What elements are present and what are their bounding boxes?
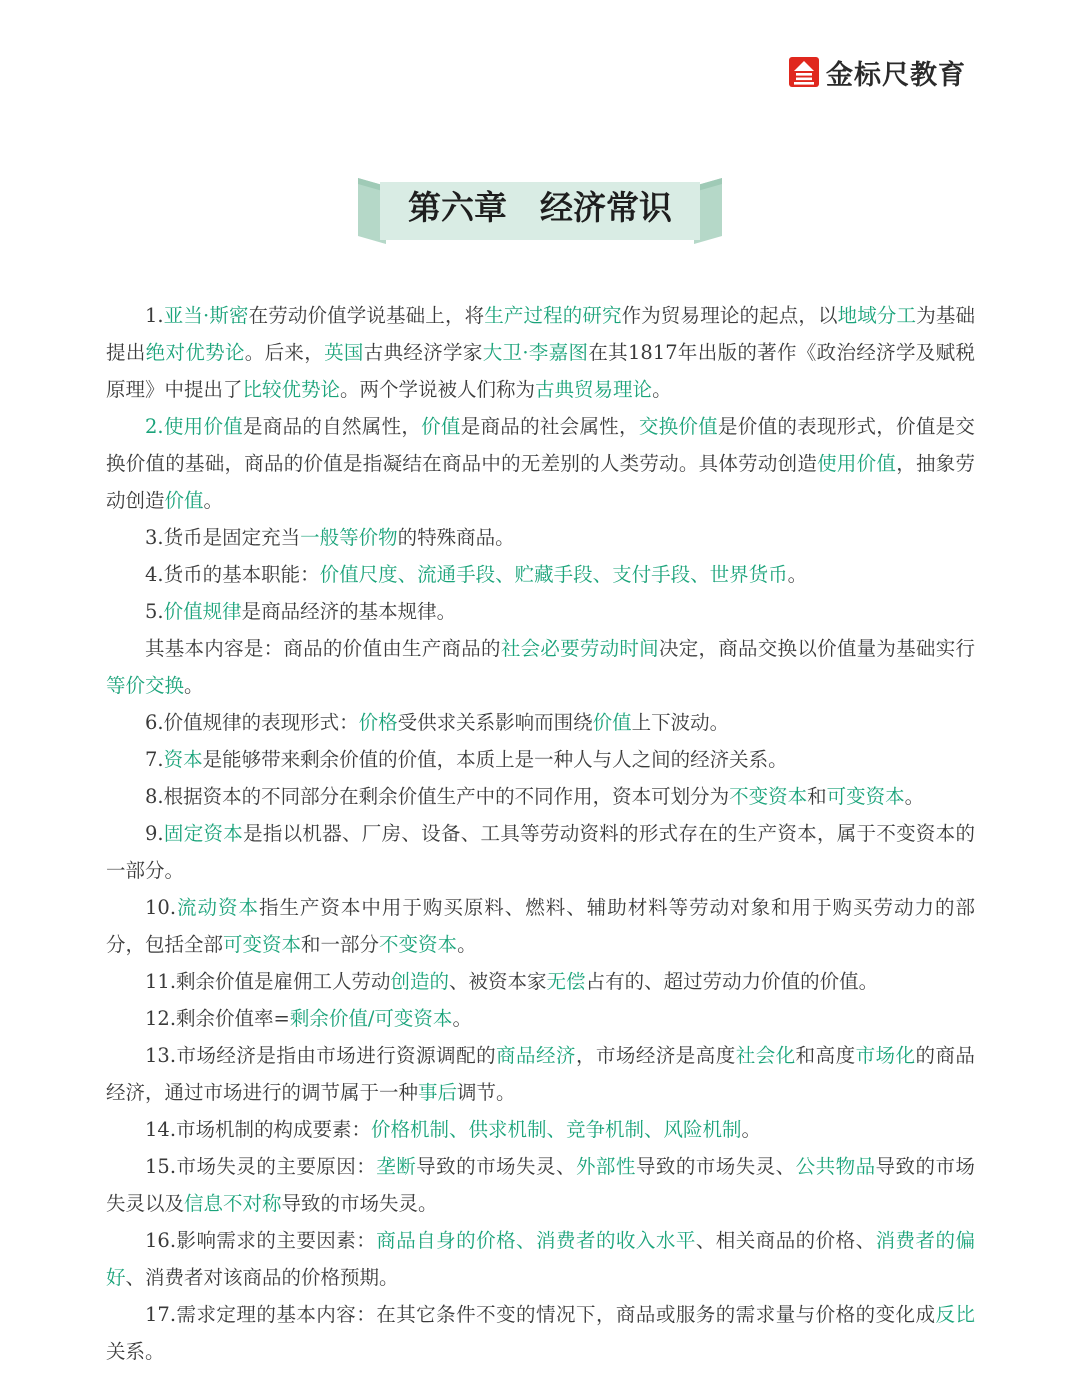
highlight-term: 价值: [164, 489, 204, 512]
text-run: 上下波动。: [631, 711, 730, 734]
highlight-term: 价格机制、供求机制、竞争机制、风险机制: [371, 1118, 742, 1141]
text-run: 4.货币的基本职能：: [145, 563, 320, 586]
paragraph: [106, 519, 975, 556]
text-run: 9.: [145, 822, 164, 845]
paragraph: [106, 630, 975, 704]
text-run: 。后来，: [244, 341, 325, 364]
highlight-term: 剩余价值/可变资本: [289, 1007, 453, 1030]
text-run: 在劳动价值学说基础上，将: [248, 304, 485, 327]
highlight-term: 社会必要劳动时间: [500, 637, 659, 660]
paragraph: [106, 741, 975, 778]
text-run: 的特殊商品。: [397, 526, 515, 549]
highlight-term: 交换价值: [638, 415, 718, 438]
highlight-term: 价值规律: [163, 600, 242, 623]
highlight-term: 公共物品: [795, 1155, 876, 1178]
text-run: 是商品的自然属性，: [243, 415, 422, 438]
highlight-term: 价值: [592, 711, 632, 734]
content-body: [106, 297, 975, 1370]
highlight-term: 等价交换: [106, 674, 185, 697]
highlight-term: 市场化: [855, 1044, 916, 1067]
paragraph: [106, 297, 975, 408]
text-run: 。: [652, 378, 672, 401]
text-run: 。: [787, 563, 808, 586]
highlight-term: 社会化: [735, 1044, 796, 1067]
text-run: 。: [741, 1118, 762, 1141]
paragraph: [106, 556, 975, 593]
highlight-term: 资本: [163, 748, 203, 771]
paragraph: [106, 778, 975, 815]
text-run: 指生产资本中用于购买原料、燃料、辅助材料等劳动对象和用于购买劳动力的部分，包括全部: [106, 896, 975, 956]
highlight-term: 商品自身的价格、消费者的收入水平: [376, 1229, 696, 1252]
text-run: 是商品的社会属性，: [460, 415, 639, 438]
paragraph: [106, 1222, 975, 1296]
highlight-term: 价值: [421, 415, 461, 438]
text-run: 1.: [145, 304, 164, 327]
brand-name: 金标尺教育: [826, 59, 966, 91]
highlight-term: 垄断: [376, 1155, 417, 1178]
highlight-term: 事后: [418, 1081, 458, 1104]
text-run: 为基础提出: [106, 304, 975, 364]
text-run: ，抽象劳动创造: [106, 452, 975, 512]
text-run: 3.货币是固定充当: [145, 526, 301, 549]
text-run: 导致的市场失灵。: [281, 1192, 438, 1215]
highlight-term: 流动资本: [176, 896, 259, 919]
text-run: 。: [184, 674, 204, 697]
highlight-term: 古典贸易理论: [535, 378, 653, 401]
highlight-term: 反比: [935, 1303, 975, 1326]
text-run: 15.市场失灵的主要原因：: [145, 1155, 377, 1178]
text-run: 是商品经济的基本规律。: [241, 600, 457, 623]
highlight-term: 无偿: [546, 970, 586, 993]
text-run: 。两个学说被人们称为: [340, 378, 536, 401]
highlight-term: 英国: [324, 341, 364, 364]
text-run: 。: [203, 489, 224, 512]
chapter-banner: [356, 172, 724, 244]
highlight-term: 2.使用价值: [145, 415, 244, 438]
text-run: 、被资本家: [449, 970, 547, 993]
text-run: 古典经济学家: [363, 341, 483, 364]
text-run: 导致的市场失灵、: [635, 1155, 796, 1178]
text-run: 在其1817年出版的著作《政治经济学及赋税原理》中提出了: [106, 341, 975, 401]
text-run: 8.根据资本的不同部分在剩余价值生产中的不同作用，资本可划分为: [145, 785, 730, 808]
text-run: 作为贸易理论的起点，以: [621, 304, 838, 327]
text-run: 占有的、超过劳动力价值的价值。: [585, 970, 879, 993]
brand-mark-icon: [788, 56, 820, 88]
text-run: 6.价值规律的表现形式：: [145, 711, 359, 734]
text-run: 16.影响需求的主要因素：: [145, 1229, 377, 1252]
text-run: 和: [807, 785, 827, 808]
text-run: 受供求关系影响而围绕: [397, 711, 593, 734]
paragraph: [106, 1111, 975, 1148]
paragraph: [106, 408, 975, 519]
text-run: 和一部分: [301, 933, 380, 956]
paragraph: [106, 1148, 975, 1222]
text-run: 调节。: [457, 1081, 516, 1104]
highlight-term: 外部性: [575, 1155, 636, 1178]
highlight-term: 亚当·斯密: [163, 304, 249, 327]
text-run: 、消费者对该商品的价格预期。: [125, 1266, 399, 1289]
highlight-term: 生产过程的研究: [484, 304, 622, 327]
text-run: 14.市场机制的构成要素：: [145, 1118, 372, 1141]
highlight-term: 固定资本: [163, 822, 244, 845]
highlight-term: 不变资本: [729, 785, 808, 808]
highlight-term: 可变资本: [826, 785, 905, 808]
highlight-term: 大卫·李嘉图: [482, 341, 589, 364]
paragraph: [106, 1037, 975, 1111]
highlight-term: 消费者的偏好: [106, 1229, 975, 1289]
text-run: 导致的市场失灵、: [416, 1155, 576, 1178]
highlight-term: 比较优势论: [242, 378, 341, 401]
highlight-term: 商品经济: [496, 1044, 576, 1067]
text-run: 。: [457, 933, 477, 956]
highlight-term: 创造的: [390, 970, 450, 993]
text-run: 17.需求定理的基本内容：在其它条件不变的情况下，商品或服务的需求量与价格的变化成: [145, 1303, 936, 1326]
text-run: 和高度: [795, 1044, 856, 1067]
paragraph: [106, 1000, 975, 1037]
paragraph: [106, 704, 975, 741]
highlight-term: 绝对优势论: [145, 341, 245, 364]
highlight-term: 可变资本: [223, 933, 302, 956]
chapter-title: 第六章 经济常识: [408, 188, 672, 227]
text-run: 7.: [145, 748, 164, 771]
highlight-term: 不变资本: [379, 933, 458, 956]
text-run: 是能够带来剩余价值的价值，本质上是一种人与人之间的经济关系。: [202, 748, 788, 771]
text-run: 导致的市场失灵以及: [106, 1155, 975, 1215]
highlight-term: 价格: [358, 711, 398, 734]
text-run: 决定，商品交换以价值量为基础实行: [658, 637, 975, 660]
paragraph: [106, 963, 975, 1000]
text-run: 、相关商品的价格、: [695, 1229, 876, 1252]
highlight-term: 信息不对称: [184, 1192, 282, 1215]
text-run: 10.: [145, 896, 177, 919]
text-run: 是价值的表现形式，价值是交换价值的基础，商品的价值是指凝结在商品中的无差别的人类劳动。具体劳动创造: [106, 415, 975, 475]
text-run: 的商品经济，通过市场进行的调节属于一种: [106, 1044, 975, 1104]
text-run: 。: [904, 785, 925, 808]
text-run: 其基本内容是：商品的价值由生产商品的: [145, 637, 501, 660]
text-run: ，市场经济是高度: [575, 1044, 736, 1067]
text-run: 关系。: [106, 1340, 165, 1363]
text-run: 是指以机器、厂房、设备、工具等劳动资料的形式存在的生产资本，属于不变资本的一部分。: [106, 822, 975, 882]
highlight-term: 使用价值: [817, 452, 897, 475]
paragraph: [106, 889, 975, 963]
text-run: 12.剩余价值率=: [145, 1007, 290, 1030]
paragraph: [106, 593, 975, 630]
text-run: 11.剩余价值是雇佣工人劳动: [145, 970, 391, 993]
highlight-term: 价值尺度、流通手段、贮藏手段、支付手段、世界货币: [319, 563, 788, 586]
text-run: 。: [452, 1007, 472, 1030]
brand-logo: [788, 52, 966, 92]
highlight-term: 一般等价物: [300, 526, 398, 549]
highlight-term: 地域分工: [837, 304, 917, 327]
paragraph: [106, 1296, 975, 1370]
text-run: 5.: [145, 600, 164, 623]
text-run: 13.市场经济是指由市场进行资源调配的: [145, 1044, 497, 1067]
paragraph: [106, 815, 975, 889]
